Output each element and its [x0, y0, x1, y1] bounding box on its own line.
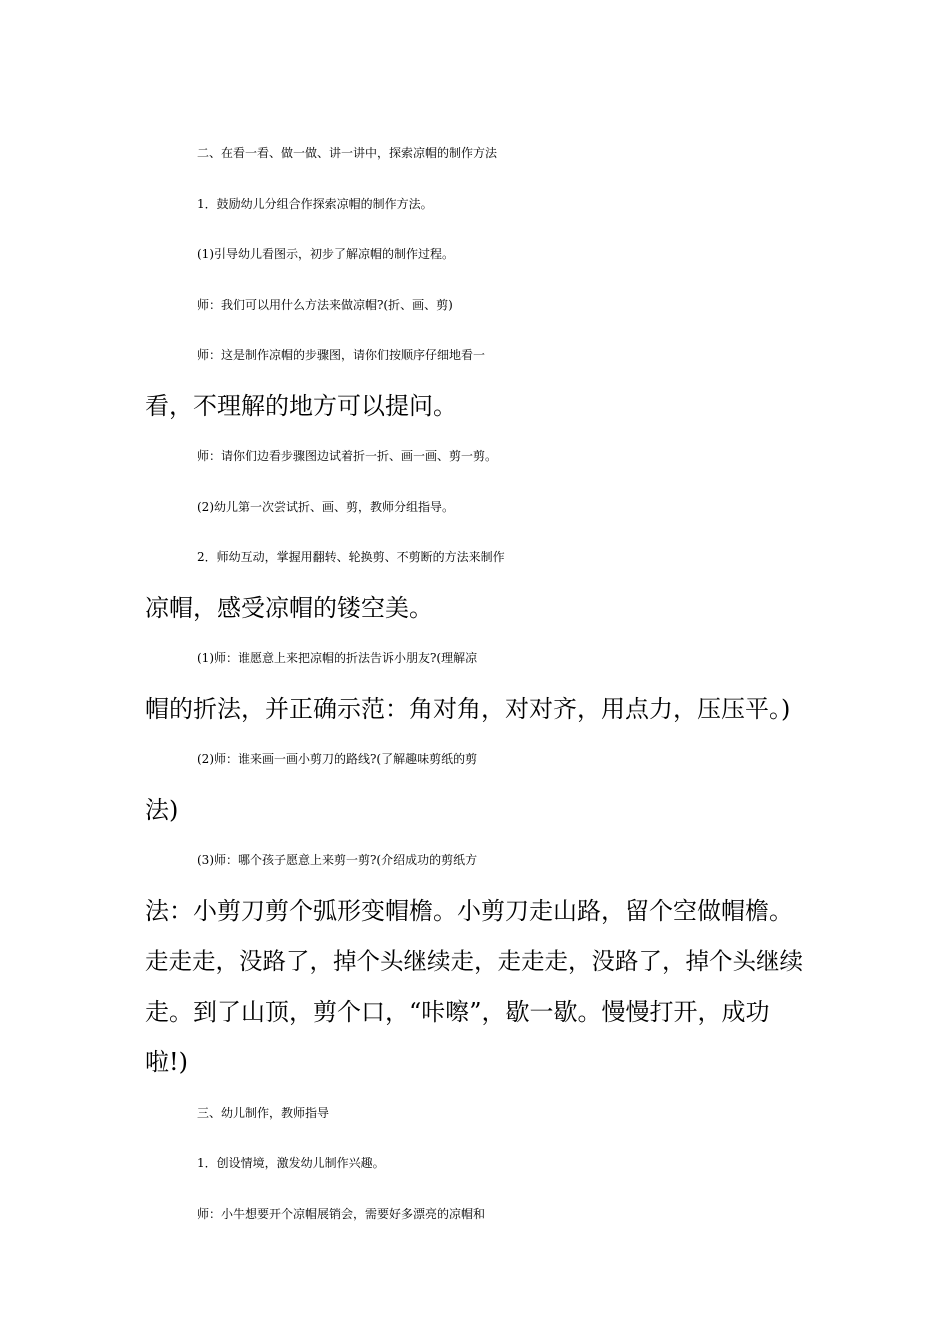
text-line: 法)	[145, 795, 179, 824]
text-line: 师：这是制作凉帽的步骤图，请你们按顺序仔细地看一	[197, 348, 486, 362]
text-line: 看，不理解的地方可以提问。	[145, 391, 457, 420]
text-line: 1．鼓励幼儿分组合作探索凉帽的制作方法。	[197, 196, 433, 211]
text-line: (1)引导幼儿看图示，初步了解凉帽的制作过程。	[197, 247, 454, 261]
text-line: (2)幼儿第一次尝试折、画、剪，教师分组指导。	[197, 499, 454, 514]
text-line: (1)师：谁愿意上来把凉帽的折法告诉小朋友?(理解凉	[197, 651, 478, 665]
text-line: (2)师：谁来画一画小剪刀的路线?(了解趣味剪纸的剪	[197, 752, 478, 766]
text-line: 走走走，没路了，掉个头继续走，走走走，没路了，掉个头继续	[145, 947, 803, 975]
text-line: 师：请你们边看步骤图边试着折一折、画一画、剪一剪。	[197, 449, 498, 463]
document-body	[145, 128, 810, 1239]
text-line: (3)师：哪个孩子愿意上来剪一剪?(介绍成功的剪纸方	[197, 853, 478, 867]
text-line: 师：小牛想要开个凉帽展销会，需要好多漂亮的凉帽和	[197, 1206, 486, 1221]
text-line: 2．师幼互动，掌握用翻转、轮换剪、不剪断的方法来制作	[197, 550, 505, 564]
text-line: 帽的折法，并正确示范：角对角，对对齐，用点力，压压平。)	[145, 694, 791, 723]
section-heading: 三、幼儿制作，教师指导	[197, 1105, 330, 1120]
text-line: 走。到了山顶，剪个口，“咔嚓”，歇一歇。慢慢打开，成功	[145, 997, 770, 1026]
text-line: 啦!)	[145, 1048, 189, 1076]
text-line: 1．创设情境，激发幼儿制作兴趣。	[197, 1156, 385, 1170]
text-line: 师：我们可以用什么方法来做凉帽?(折、画、剪)	[197, 297, 453, 312]
text-line: 凉帽，感受凉帽的镂空美。	[145, 593, 433, 622]
text-line: 法：小剪刀剪个弧形变帽檐。小剪刀走山路，留个空做帽檐。	[145, 896, 793, 925]
section-heading: 二、在看一看、做一做、讲一讲中，探索凉帽的制作方法	[197, 146, 498, 160]
